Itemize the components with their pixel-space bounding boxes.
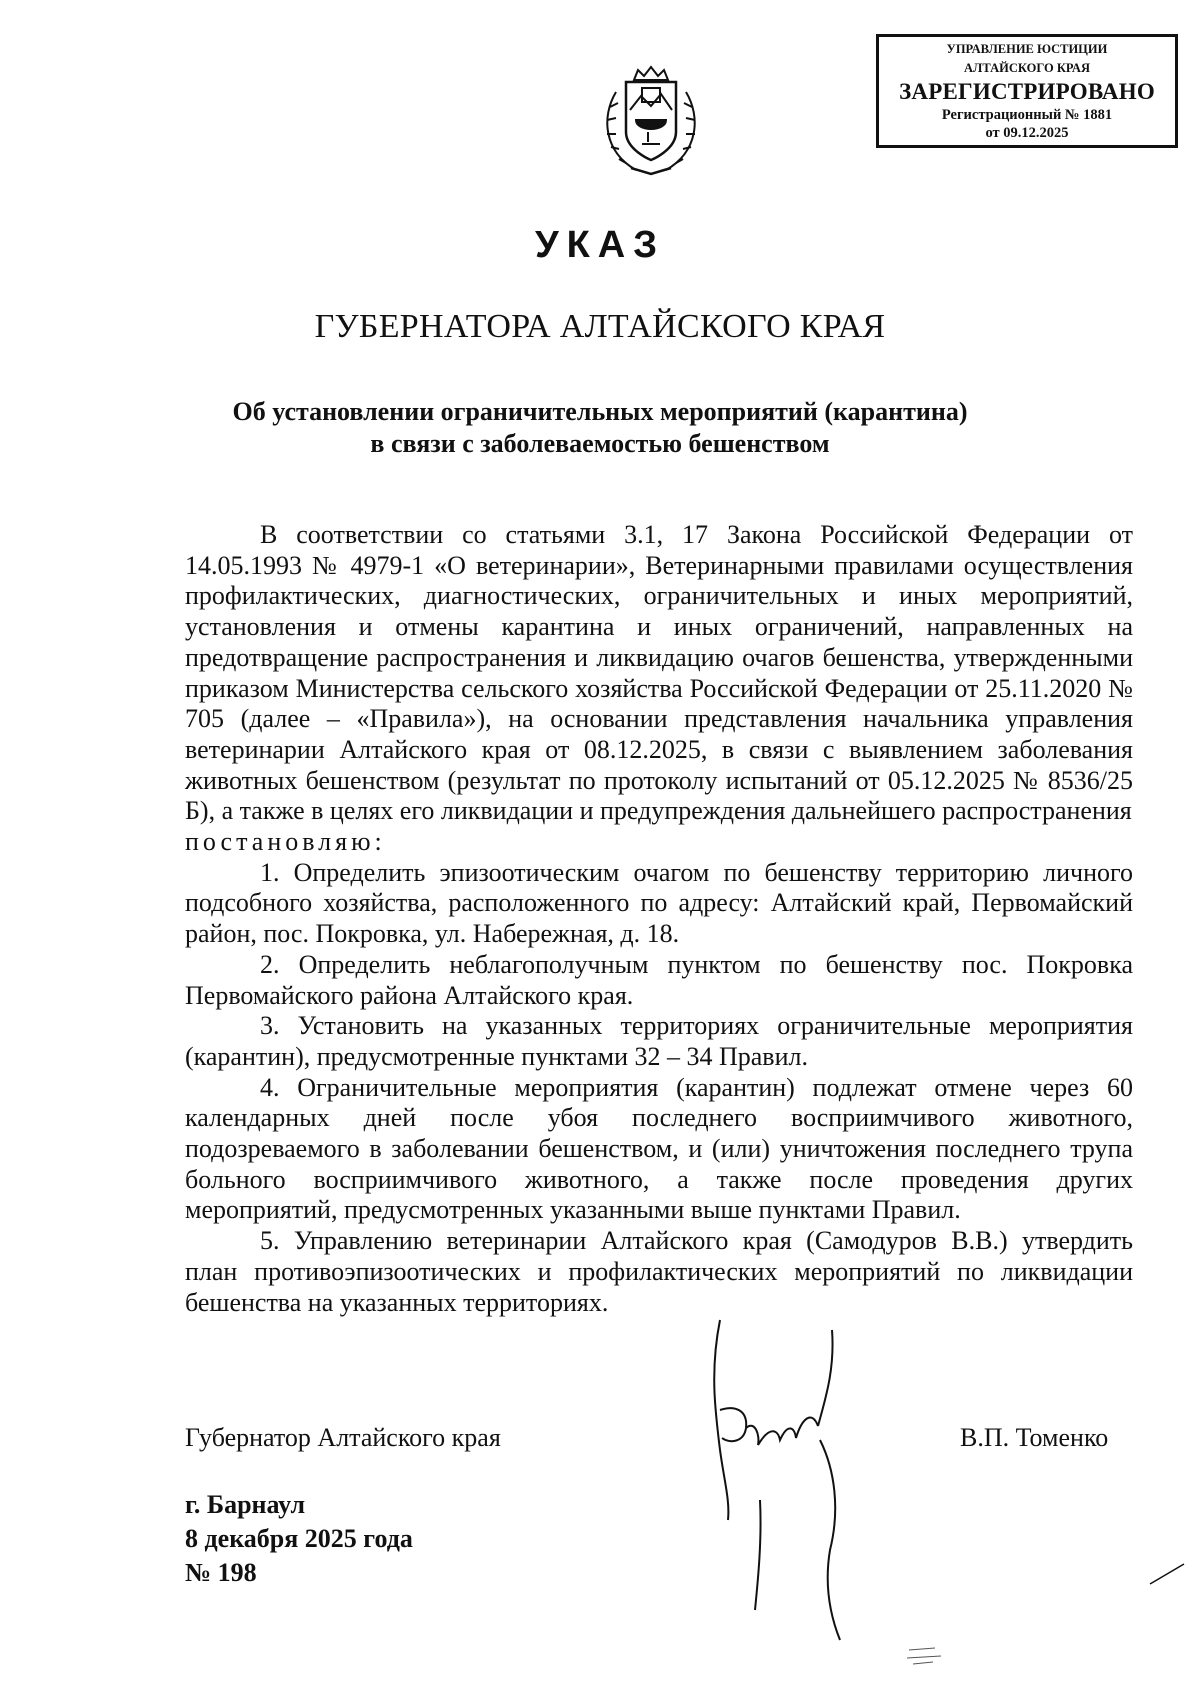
document-body	[185, 520, 1133, 1318]
scan-mark	[905, 1640, 945, 1670]
list-item: 4. Ограничительные мероприятия (карантин) подлежат отмене через 60 календарных дней после убоя последнего восприимчивого животного, подозреваемого в заболевании бешенством, и (или) уничтожения последнего трупа больного восприимчивого животного, а также после проведения других мероприятий, предусмотренных указанными выше пунктами Правил.	[185, 1072, 1133, 1225]
handwritten-signature	[700, 1310, 940, 1650]
heading-line2: в связи с заболеваемостью бешенством	[370, 429, 830, 458]
list-item: 2. Определить неблагополучным пунктом по бешенству пос. Покровка Первомайского района Алтайского края.	[185, 949, 1133, 1010]
scan-mark	[1148, 1558, 1188, 1588]
signatory-name: В.П. Томенко	[960, 1423, 1109, 1452]
stamp-org-line1: УПРАВЛЕНИЕ ЮСТИЦИИ	[946, 42, 1108, 56]
stamp-status: ЗАРЕГИСТРИРОВАНО	[899, 79, 1155, 104]
document-heading	[0, 396, 1200, 460]
preamble-paragraph: В соответствии со статьями 3.1, 17 Закона Российской Федерации от 14.05.1993 № 4979-1 «О ветеринарии», Ветеринарными правилами осуществления профилактических, диагностических, ограничительных и иных мероприятий, установления и отмены карантина и иных ограничений, направленных на предотвращение распространения и ликвидацию очагов бешенства, утвержденными приказом Министерства сельского хозяйства Российской Федерации от 25.11.2020 № 705 (далее – «Правила»), на основании представления начальника управления ветеринарии Алтайского края от 08.12.2025, в связи с выявлением заболевания животных бешенством (результат по протоколу испытаний от 05.12.2025 № 8536/25 Б), а также в целях его ликвидации и предупреждения дальнейшего распространения	[185, 520, 1133, 826]
list-item: 5. Управлению ветеринарии Алтайского края (Самодуров В.В.) утвердить план противоэпизоотических и профилактических мероприятий по ликвидации бешенства на указанных территориях.	[185, 1226, 1133, 1317]
altai-krai-coat-of-arms-icon	[596, 62, 706, 182]
heading-line1: Об установлении ограничительных мероприятий (карантина)	[232, 397, 968, 426]
document-title: УКАЗ	[534, 224, 666, 266]
list-item: 3. Установить на указанных территориях ограничительные мероприятия (карантин), предусмотренные пунктами 32 – 34 Правил.	[185, 1011, 1133, 1071]
decree-word: постановляю:	[185, 827, 386, 857]
stamp-reg-date: от 09.12.2025	[985, 125, 1069, 141]
footer-city: г. Барнаул	[185, 1490, 306, 1519]
stamp-reg-number: Регистрационный № 1881	[941, 107, 1113, 123]
document-footer	[185, 1488, 413, 1590]
document-subtitle: ГУБЕРНАТОРА АЛТАЙСКОГО КРАЯ	[314, 308, 886, 345]
list-item: 1. Определить эпизоотическим очагом по бешенству территорию личного подсобного хозяйства, расположенного по адресу: Алтайский край, Первомайский район, пос. Покровка, ул. Набережная, д. 18.	[185, 857, 1133, 949]
stamp-org-line2: АЛТАЙСКОГО КРАЯ	[964, 61, 1090, 75]
registration-stamp	[876, 34, 1178, 148]
footer-date: 8 декабря 2025 года	[185, 1524, 413, 1553]
signatory-role: Губернатор Алтайского края	[185, 1423, 501, 1452]
footer-number: № 198	[185, 1558, 257, 1587]
